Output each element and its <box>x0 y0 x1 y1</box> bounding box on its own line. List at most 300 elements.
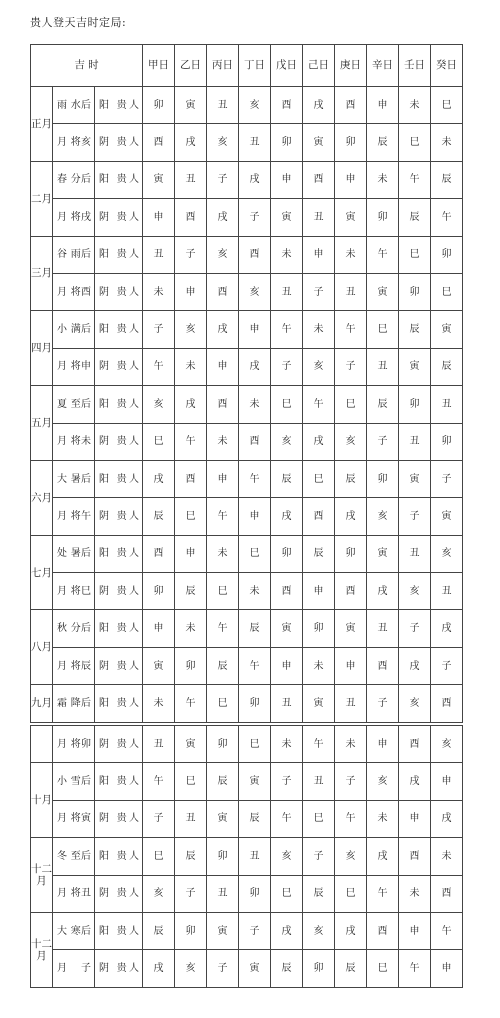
hour-cell: 巳 <box>175 498 207 535</box>
hour-cell: 辰 <box>143 912 175 949</box>
hour-cell: 丑 <box>303 199 335 236</box>
header-day: 甲日 <box>143 45 175 87</box>
hour-cell: 巳 <box>207 685 239 722</box>
month-label: 正月 <box>31 87 53 162</box>
table-row <box>31 912 463 949</box>
hour-cell: 酉 <box>175 199 207 236</box>
hour-cell: 午 <box>207 498 239 535</box>
hour-cell: 亥 <box>303 912 335 949</box>
hour-cell: 戌 <box>303 423 335 460</box>
header-day: 辛日 <box>367 45 399 87</box>
hour-cell: 丑 <box>303 763 335 800</box>
solar-term: 春 分后 <box>53 161 95 198</box>
hour-cell: 丑 <box>367 610 399 647</box>
table-row <box>31 311 463 348</box>
hour-cell: 亥 <box>431 726 463 763</box>
hour-cell: 丑 <box>143 236 175 273</box>
hour-cell: 寅 <box>207 912 239 949</box>
header-day: 丙日 <box>207 45 239 87</box>
solar-term: 大 暑后 <box>53 460 95 497</box>
hour-cell: 午 <box>239 647 271 684</box>
hour-cell: 丑 <box>399 535 431 572</box>
hour-cell: 未 <box>143 685 175 722</box>
document-title: 贵人登天吉时定局: <box>30 16 127 29</box>
table-row <box>31 838 463 875</box>
hour-cell: 酉 <box>335 87 367 124</box>
hour-cell: 辰 <box>143 498 175 535</box>
solar-term: 月 将未 <box>53 423 95 460</box>
table-row <box>31 498 463 535</box>
noble-type: 阴 贵人 <box>95 875 143 912</box>
hour-cell: 卯 <box>367 460 399 497</box>
hour-cell: 卯 <box>303 610 335 647</box>
hour-cell: 申 <box>175 535 207 572</box>
hour-cell: 亥 <box>207 124 239 161</box>
hour-cell: 午 <box>335 800 367 837</box>
hour-cell: 午 <box>303 726 335 763</box>
hour-cell: 戌 <box>143 950 175 987</box>
noble-type: 阴 贵人 <box>95 199 143 236</box>
noble-type: 阴 贵人 <box>95 800 143 837</box>
hour-cell: 戌 <box>271 912 303 949</box>
hour-cell: 未 <box>207 535 239 572</box>
hour-cell: 寅 <box>367 535 399 572</box>
hour-cell: 子 <box>303 838 335 875</box>
solar-term: 秋 分后 <box>53 610 95 647</box>
table-row <box>31 423 463 460</box>
hour-cell: 寅 <box>303 124 335 161</box>
hour-cell: 巳 <box>303 800 335 837</box>
hour-cell: 巳 <box>335 386 367 423</box>
hour-cell: 戌 <box>239 348 271 385</box>
noble-type: 阴 贵人 <box>95 573 143 610</box>
hour-cell: 寅 <box>271 199 303 236</box>
hour-cell: 戌 <box>431 610 463 647</box>
hour-cell: 巳 <box>399 124 431 161</box>
hour-cell: 午 <box>143 763 175 800</box>
hour-cell: 戌 <box>175 386 207 423</box>
hour-cell: 卯 <box>335 535 367 572</box>
table-row <box>31 161 463 198</box>
hour-cell: 丑 <box>367 348 399 385</box>
hour-cell: 戌 <box>367 838 399 875</box>
noble-type: 阳 贵人 <box>95 311 143 348</box>
header-day: 丁日 <box>239 45 271 87</box>
hour-cell: 酉 <box>303 161 335 198</box>
table-row <box>31 875 463 912</box>
hour-cell: 亥 <box>207 236 239 273</box>
hour-cell: 未 <box>175 610 207 647</box>
hour-cell: 卯 <box>431 236 463 273</box>
header-day: 戊日 <box>271 45 303 87</box>
hour-cell: 申 <box>399 800 431 837</box>
hour-cell: 卯 <box>303 950 335 987</box>
hour-cell: 卯 <box>399 386 431 423</box>
table-row <box>31 236 463 273</box>
auspicious-hours-table-part-1 <box>30 44 463 723</box>
hour-cell: 子 <box>239 199 271 236</box>
hour-cell: 寅 <box>431 498 463 535</box>
hour-cell: 戌 <box>271 498 303 535</box>
hour-cell: 丑 <box>239 838 271 875</box>
hour-cell: 戌 <box>335 498 367 535</box>
table-row <box>31 726 463 763</box>
hour-cell: 申 <box>303 236 335 273</box>
hour-cell: 卯 <box>271 124 303 161</box>
hour-cell: 寅 <box>399 460 431 497</box>
hour-cell: 丑 <box>207 875 239 912</box>
table-row <box>31 273 463 310</box>
hour-cell: 酉 <box>271 87 303 124</box>
solar-term: 月 将寅 <box>53 800 95 837</box>
hour-cell: 巳 <box>431 87 463 124</box>
hour-cell: 巳 <box>367 311 399 348</box>
hour-cell: 酉 <box>143 535 175 572</box>
hour-cell: 寅 <box>239 763 271 800</box>
hour-cell: 子 <box>367 685 399 722</box>
month-label: 四月 <box>31 311 53 386</box>
hour-cell: 午 <box>399 161 431 198</box>
hour-cell: 卯 <box>271 535 303 572</box>
hour-cell: 午 <box>271 311 303 348</box>
hour-cell: 辰 <box>399 311 431 348</box>
hour-cell: 辰 <box>239 800 271 837</box>
hour-cell: 亥 <box>431 535 463 572</box>
hour-cell: 子 <box>431 460 463 497</box>
hour-cell: 申 <box>239 311 271 348</box>
solar-term: 月 将戌 <box>53 199 95 236</box>
noble-type: 阴 贵人 <box>95 273 143 310</box>
hour-cell: 子 <box>399 610 431 647</box>
solar-term: 霜 降后 <box>53 685 95 722</box>
hour-cell: 卯 <box>175 647 207 684</box>
header-day: 壬日 <box>399 45 431 87</box>
hour-cell: 巳 <box>207 573 239 610</box>
hour-cell: 寅 <box>143 161 175 198</box>
hour-cell: 亥 <box>239 273 271 310</box>
hour-cell: 亥 <box>399 573 431 610</box>
noble-type: 阳 贵人 <box>95 535 143 572</box>
hour-cell: 丑 <box>431 573 463 610</box>
hour-cell: 巳 <box>175 763 207 800</box>
month-label: 六月 <box>31 460 53 535</box>
hour-cell: 戌 <box>431 800 463 837</box>
hour-cell: 辰 <box>207 763 239 800</box>
hour-cell: 戌 <box>207 311 239 348</box>
hour-cell: 未 <box>239 386 271 423</box>
hour-cell: 子 <box>207 161 239 198</box>
hour-cell: 亥 <box>239 87 271 124</box>
solar-term: 雨 水后 <box>53 87 95 124</box>
hour-cell: 丑 <box>207 87 239 124</box>
header-day: 己日 <box>303 45 335 87</box>
hour-cell: 丑 <box>399 423 431 460</box>
hour-cell: 亥 <box>143 386 175 423</box>
hour-cell: 酉 <box>239 423 271 460</box>
noble-type: 阳 贵人 <box>95 763 143 800</box>
hour-cell: 申 <box>303 573 335 610</box>
hour-cell: 申 <box>431 763 463 800</box>
noble-type: 阳 贵人 <box>95 87 143 124</box>
hour-cell: 酉 <box>431 875 463 912</box>
hour-cell: 子 <box>335 763 367 800</box>
hour-cell: 辰 <box>431 348 463 385</box>
hour-cell: 丑 <box>335 273 367 310</box>
month-label: 九月 <box>31 685 53 722</box>
hour-cell: 申 <box>207 460 239 497</box>
hour-cell: 午 <box>367 875 399 912</box>
hour-cell: 丑 <box>143 726 175 763</box>
hour-cell: 辰 <box>239 610 271 647</box>
hour-cell: 亥 <box>175 311 207 348</box>
table-row <box>31 124 463 161</box>
hour-cell: 辰 <box>399 199 431 236</box>
hour-cell: 戌 <box>335 912 367 949</box>
hour-cell: 戌 <box>239 161 271 198</box>
hour-cell: 巳 <box>143 423 175 460</box>
hour-cell: 戌 <box>399 763 431 800</box>
hour-cell: 亥 <box>303 348 335 385</box>
month-label: 十月 <box>31 763 53 838</box>
hour-cell: 未 <box>399 875 431 912</box>
hour-cell: 寅 <box>143 647 175 684</box>
hour-cell: 子 <box>303 273 335 310</box>
noble-type: 阳 贵人 <box>95 236 143 273</box>
hour-cell: 辰 <box>207 647 239 684</box>
hour-cell: 酉 <box>335 573 367 610</box>
hour-cell: 未 <box>335 236 367 273</box>
noble-type: 阳 贵人 <box>95 912 143 949</box>
noble-type: 阴 贵人 <box>95 124 143 161</box>
solar-term: 小 满后 <box>53 311 95 348</box>
table-row <box>31 685 463 722</box>
hour-cell: 子 <box>335 348 367 385</box>
solar-term: 月 将巳 <box>53 573 95 610</box>
hour-cell: 子 <box>175 236 207 273</box>
table-row <box>31 950 463 987</box>
hour-cell: 丑 <box>271 685 303 722</box>
noble-type: 阴 贵人 <box>95 423 143 460</box>
hour-cell: 亥 <box>271 423 303 460</box>
table-row <box>31 610 463 647</box>
hour-cell: 寅 <box>175 726 207 763</box>
hour-cell: 午 <box>431 912 463 949</box>
hour-cell: 丑 <box>431 386 463 423</box>
hour-cell: 未 <box>303 311 335 348</box>
month-label: 七月 <box>31 535 53 610</box>
table-row <box>31 199 463 236</box>
hour-cell: 辰 <box>367 386 399 423</box>
hour-cell: 丑 <box>175 800 207 837</box>
hour-cell: 未 <box>207 423 239 460</box>
hour-cell: 午 <box>143 348 175 385</box>
hour-cell: 卯 <box>239 875 271 912</box>
solar-term: 谷 雨后 <box>53 236 95 273</box>
hour-cell: 辰 <box>271 460 303 497</box>
solar-term: 月 将亥 <box>53 124 95 161</box>
hour-cell: 亥 <box>143 875 175 912</box>
hour-cell: 寅 <box>239 950 271 987</box>
hour-cell: 亥 <box>367 498 399 535</box>
noble-type: 阴 贵人 <box>95 498 143 535</box>
hour-cell: 卯 <box>143 87 175 124</box>
hour-cell: 酉 <box>207 273 239 310</box>
hour-cell: 辰 <box>303 875 335 912</box>
hour-cell: 未 <box>367 800 399 837</box>
hour-cell: 未 <box>271 726 303 763</box>
hour-cell: 寅 <box>335 199 367 236</box>
hour-cell: 巳 <box>271 875 303 912</box>
header-day: 庚日 <box>335 45 367 87</box>
hour-cell: 丑 <box>335 685 367 722</box>
hour-cell: 戌 <box>399 647 431 684</box>
solar-term: 冬 至后 <box>53 838 95 875</box>
hour-cell: 申 <box>335 647 367 684</box>
hour-cell: 午 <box>175 685 207 722</box>
noble-type: 阴 贵人 <box>95 348 143 385</box>
hour-cell: 辰 <box>271 950 303 987</box>
header-row <box>31 45 463 87</box>
hour-cell: 辰 <box>303 535 335 572</box>
table-row <box>31 535 463 572</box>
hour-cell: 卯 <box>207 726 239 763</box>
solar-term: 大 寒后 <box>53 912 95 949</box>
hour-cell: 酉 <box>239 236 271 273</box>
hour-cell: 卯 <box>335 124 367 161</box>
hour-cell: 酉 <box>399 726 431 763</box>
hour-cell: 未 <box>431 124 463 161</box>
noble-type: 阴 贵人 <box>95 950 143 987</box>
auspicious-hours-table-part-2 <box>30 725 463 988</box>
month-label: 二月 <box>31 161 53 236</box>
hour-cell: 未 <box>175 348 207 385</box>
hour-cell: 酉 <box>271 573 303 610</box>
hour-cell: 酉 <box>143 124 175 161</box>
hour-cell: 卯 <box>399 273 431 310</box>
header-day: 乙日 <box>175 45 207 87</box>
hour-cell: 酉 <box>399 838 431 875</box>
hour-cell: 卯 <box>175 912 207 949</box>
hour-cell: 子 <box>367 423 399 460</box>
table-row <box>31 87 463 124</box>
hour-cell: 申 <box>399 912 431 949</box>
hour-cell: 巳 <box>431 273 463 310</box>
hour-cell: 卯 <box>431 423 463 460</box>
hour-cell: 巳 <box>239 726 271 763</box>
solar-term: 月 将午 <box>53 498 95 535</box>
hour-cell: 寅 <box>271 610 303 647</box>
hour-cell: 子 <box>207 950 239 987</box>
hour-cell: 辰 <box>335 460 367 497</box>
hour-cell: 申 <box>271 161 303 198</box>
hour-cell: 申 <box>431 950 463 987</box>
table-row <box>31 573 463 610</box>
table-row <box>31 647 463 684</box>
hour-cell: 卯 <box>367 199 399 236</box>
hour-cell: 未 <box>399 87 431 124</box>
table-row <box>31 763 463 800</box>
hour-cell: 酉 <box>207 386 239 423</box>
solar-term: 月 将申 <box>53 348 95 385</box>
hour-cell: 巳 <box>335 875 367 912</box>
hour-cell: 申 <box>335 161 367 198</box>
hour-cell: 申 <box>367 726 399 763</box>
hour-cell: 酉 <box>175 460 207 497</box>
solar-term: 处 暑后 <box>53 535 95 572</box>
hour-cell: 辰 <box>175 573 207 610</box>
hour-cell: 未 <box>367 161 399 198</box>
hour-cell: 子 <box>271 763 303 800</box>
hour-cell: 子 <box>143 311 175 348</box>
hour-cell: 申 <box>207 348 239 385</box>
month-label: 十二月 <box>31 912 53 987</box>
hour-cell: 巳 <box>303 460 335 497</box>
table-row <box>31 386 463 423</box>
hour-cell: 午 <box>175 423 207 460</box>
hour-cell: 申 <box>143 199 175 236</box>
hour-cell: 申 <box>367 87 399 124</box>
noble-type: 阳 贵人 <box>95 610 143 647</box>
hour-cell: 午 <box>367 236 399 273</box>
header-label: 吉 时 <box>31 45 143 87</box>
hour-cell: 子 <box>175 875 207 912</box>
hour-cell: 戌 <box>367 573 399 610</box>
hour-cell: 酉 <box>367 912 399 949</box>
hour-cell: 申 <box>239 498 271 535</box>
hour-cell: 丑 <box>239 124 271 161</box>
hour-cell: 酉 <box>431 685 463 722</box>
hour-cell: 午 <box>239 460 271 497</box>
hour-cell: 戌 <box>303 87 335 124</box>
hour-cell: 戌 <box>143 460 175 497</box>
hour-cell: 子 <box>271 348 303 385</box>
hour-cell: 亥 <box>271 838 303 875</box>
noble-type: 阴 贵人 <box>95 726 143 763</box>
hour-cell: 辰 <box>335 950 367 987</box>
solar-term: 月 子 <box>53 950 95 987</box>
hour-cell: 丑 <box>175 161 207 198</box>
hour-cell: 申 <box>143 610 175 647</box>
solar-term: 夏 至后 <box>53 386 95 423</box>
hour-cell: 寅 <box>335 610 367 647</box>
hour-cell: 卯 <box>239 685 271 722</box>
hour-cell: 巳 <box>367 950 399 987</box>
hour-cell: 子 <box>239 912 271 949</box>
hour-cell: 申 <box>175 273 207 310</box>
hour-cell: 未 <box>335 726 367 763</box>
hour-cell: 亥 <box>335 423 367 460</box>
hour-cell: 午 <box>207 610 239 647</box>
hour-cell: 午 <box>303 386 335 423</box>
hour-cell: 戌 <box>207 199 239 236</box>
hour-cell: 寅 <box>431 311 463 348</box>
hour-cell: 巳 <box>271 386 303 423</box>
hour-cell: 未 <box>239 573 271 610</box>
hour-cell: 子 <box>399 498 431 535</box>
solar-term: 月 将卯 <box>53 726 95 763</box>
month-label: 五月 <box>31 386 53 461</box>
hour-cell: 午 <box>431 199 463 236</box>
hour-cell: 戌 <box>175 124 207 161</box>
table-row <box>31 348 463 385</box>
solar-term: 月 将酉 <box>53 273 95 310</box>
hour-cell: 辰 <box>431 161 463 198</box>
hour-cell: 寅 <box>175 87 207 124</box>
hour-cell: 未 <box>143 273 175 310</box>
hour-cell: 亥 <box>367 763 399 800</box>
hour-cell: 午 <box>271 800 303 837</box>
hour-cell: 卯 <box>143 573 175 610</box>
